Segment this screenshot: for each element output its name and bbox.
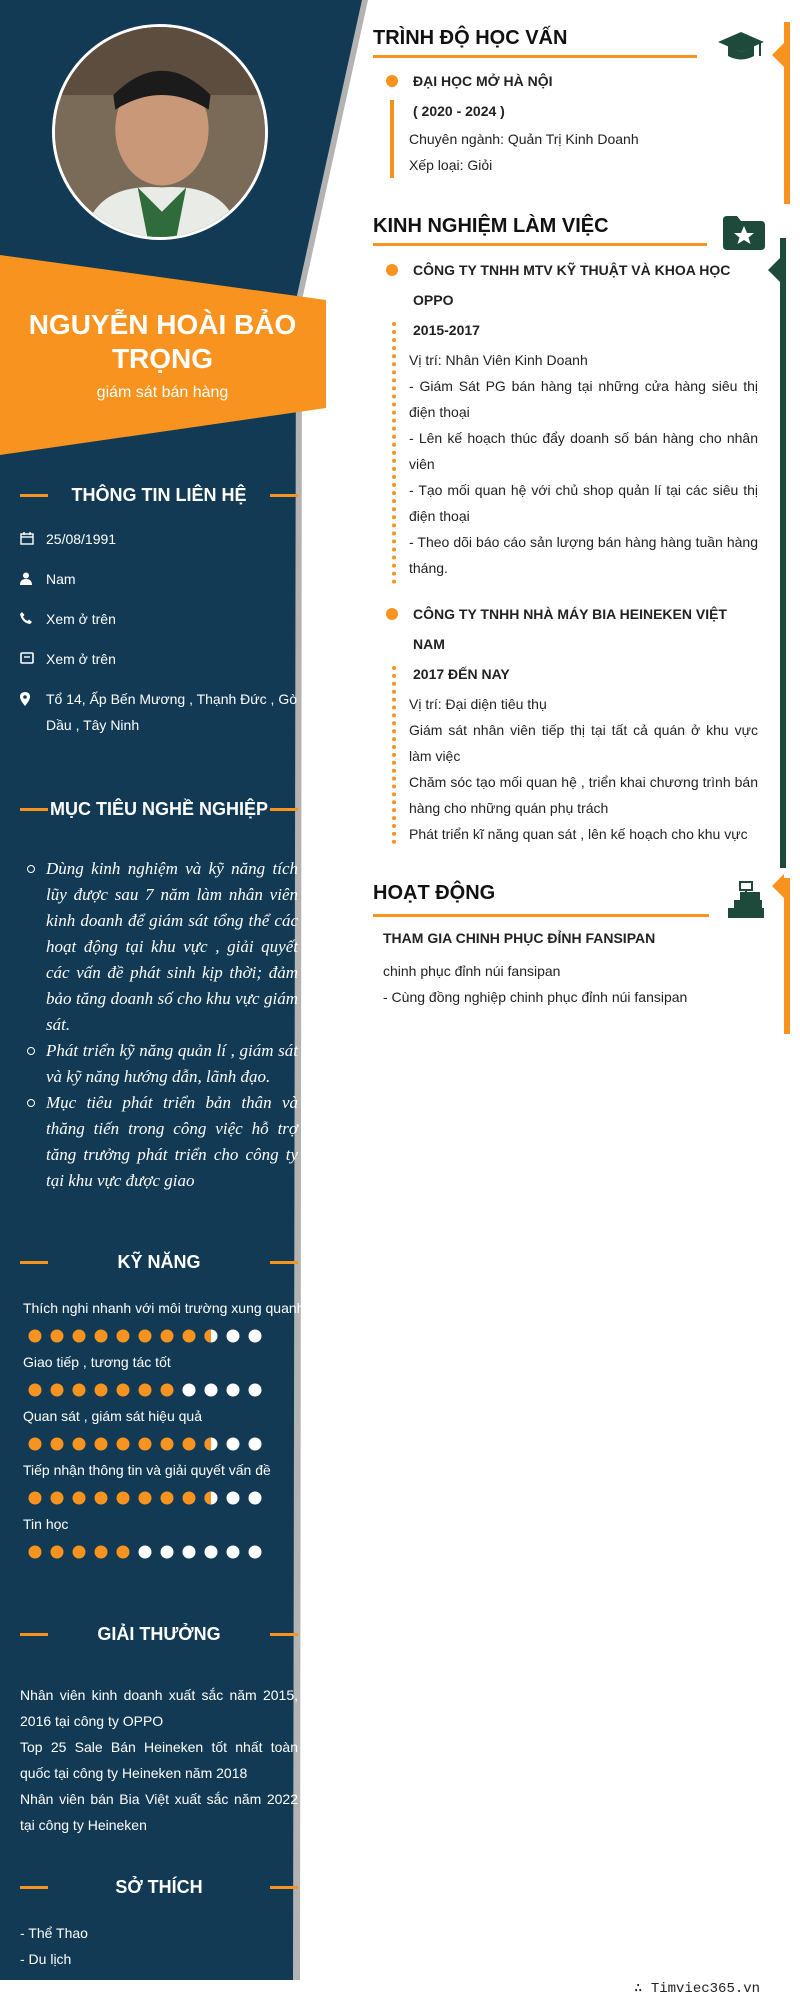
skill-rating xyxy=(28,1329,270,1343)
contact-phone: Xem ở trên xyxy=(20,606,300,632)
skill-dot xyxy=(117,1384,130,1397)
skill-dot xyxy=(227,1492,240,1505)
job-company: CÔNG TY TNHH NHÀ MÁY BIA HEINEKEN VIỆT NAM xyxy=(413,606,727,652)
skill-dot xyxy=(227,1330,240,1343)
hobby-item: - Du lịch xyxy=(20,1951,72,1967)
skill-dot xyxy=(73,1438,86,1451)
experience-side-bar xyxy=(780,238,786,868)
job-bullet xyxy=(386,608,398,620)
skill-dot xyxy=(227,1384,240,1397)
skill-rating xyxy=(28,1383,270,1397)
skill-dot xyxy=(161,1492,174,1505)
skill-dot-half xyxy=(205,1438,212,1451)
skill-dot xyxy=(73,1546,86,1559)
skill-dot xyxy=(249,1546,262,1559)
skill-label: Giao tiếp , tương tác tốt xyxy=(23,1354,171,1370)
skill-dot xyxy=(249,1384,262,1397)
awards-heading: GIẢI THƯỞNG xyxy=(20,1619,298,1649)
skill-rating xyxy=(28,1491,270,1505)
profile-role: giám sát bán hàng xyxy=(96,384,229,401)
skill-dot xyxy=(95,1438,108,1451)
skill-dot xyxy=(161,1384,174,1397)
education-heading: TRÌNH ĐỘ HỌC VẤN xyxy=(373,27,568,49)
activities-marker xyxy=(772,874,784,898)
award-item: Nhân viên kinh doanh xuất sắc năm 2015, 2016 tại công ty OPPO xyxy=(20,1687,298,1729)
skill-dot xyxy=(29,1546,42,1559)
skill-dot xyxy=(183,1438,196,1451)
profile-name: NGUYỄN HOÀI BẢO TRỌNG xyxy=(28,309,297,374)
skill-dot xyxy=(29,1384,42,1397)
skill-dot xyxy=(183,1546,196,1559)
education-marker xyxy=(772,43,784,67)
skill-dot xyxy=(249,1492,262,1505)
star-folder-icon xyxy=(723,216,765,255)
email-icon xyxy=(20,646,46,672)
skill-dot xyxy=(117,1330,130,1343)
skill-dot xyxy=(227,1546,240,1559)
skill-dot xyxy=(95,1492,108,1505)
calendar-icon xyxy=(20,526,46,552)
location-icon xyxy=(20,686,46,738)
objective-item: Phát triển kỹ năng quản lí , giám sát và kỹ năng hướng dẫn, lãnh đạo. xyxy=(24,1038,298,1090)
activities-heading: HOẠT ĐỘNG xyxy=(373,882,496,904)
experience-underline xyxy=(373,243,707,246)
job-details: Vị trí: Đại diện tiêu thụ Giám sát nhân viên tiếp thị tại tất cả quán ở khu vực làm việc Chăm sóc tạo mối quan hệ , triển khai chương trình bán hàng cho những quán phụ trách Phát triển kĩ năng quan sát , lên kế hoạch cho khu vực xyxy=(409,696,758,842)
objective-list xyxy=(24,856,298,1194)
skill-dot xyxy=(29,1330,42,1343)
contact-gender: Nam xyxy=(20,566,300,592)
skill-dot xyxy=(139,1438,152,1451)
skill-dot xyxy=(183,1492,196,1505)
experience-marker xyxy=(768,258,780,282)
objective-item: Dùng kinh nghiệm và kỹ năng tích lũy được sau 7 năm làm nhân viên kinh doanh để giám sát tổng thể các hoạt động tại khu vực , giải quyết các vấn đề phát sinh kịp thời; đảm bảo tăng doanh số cho khu vực giám sát. xyxy=(24,856,298,1038)
activity-details: chinh phục đỉnh núi fansipan - Cùng đồng nghiệp chinh phục đỉnh núi fansipan xyxy=(383,963,688,1005)
contact-birthday: 25/08/1991 xyxy=(20,526,300,552)
skill-dot xyxy=(205,1384,218,1397)
skill-dot xyxy=(161,1438,174,1451)
skill-rating xyxy=(28,1545,270,1559)
skill-dot-half xyxy=(205,1492,212,1505)
skill-dot xyxy=(95,1546,108,1559)
education-rank: Xếp loại: Giỏi xyxy=(409,157,493,173)
awards-list xyxy=(20,1682,298,1838)
skill-dot-half xyxy=(205,1330,212,1343)
skill-dot xyxy=(73,1330,86,1343)
skill-dot xyxy=(51,1492,64,1505)
education-line xyxy=(390,100,394,178)
job-bullet xyxy=(386,264,398,276)
skill-dot xyxy=(95,1384,108,1397)
skill-dot xyxy=(29,1438,42,1451)
education-major: Chuyên ngành: Quản Trị Kinh Doanh xyxy=(409,131,639,147)
skill-dot xyxy=(139,1492,152,1505)
job-period: 2015-2017 xyxy=(413,322,480,338)
job-period: 2017 ĐẾN NAY xyxy=(413,666,510,682)
job-company: CÔNG TY TNHH MTV KỸ THUẬT VÀ KHOA HỌC OPPO xyxy=(413,262,731,308)
skill-dot xyxy=(161,1546,174,1559)
activities-underline xyxy=(373,914,709,917)
skill-dot xyxy=(95,1330,108,1343)
skill-label: Tin học xyxy=(23,1516,69,1532)
education-underline xyxy=(373,55,697,58)
job-timeline xyxy=(392,666,396,844)
podium-icon xyxy=(726,880,766,925)
education-side-bar xyxy=(784,22,790,204)
skill-dot xyxy=(51,1384,64,1397)
skill-dot xyxy=(249,1330,262,1343)
user-icon xyxy=(20,566,46,592)
avatar-photo-icon xyxy=(55,27,265,237)
contact-heading: THÔNG TIN LIÊN HỆ xyxy=(20,480,298,510)
school-name: ĐẠI HỌC MỞ HÀ NỘI xyxy=(413,73,553,89)
skill-label: Thích nghi nhanh với môi trường xung quanh xyxy=(23,1300,305,1316)
skill-label: Tiếp nhận thông tin và giải quyết vấn đề xyxy=(23,1462,271,1478)
skill-dot xyxy=(29,1492,42,1505)
award-item: Top 25 Sale Bán Heineken tốt nhất toàn quốc tại công ty Heineken năm 2018 xyxy=(20,1739,298,1781)
skill-dot xyxy=(51,1546,64,1559)
skill-dot xyxy=(73,1492,86,1505)
hobby-item: - Thể Thao xyxy=(20,1925,88,1941)
skill-dot xyxy=(117,1492,130,1505)
skill-dot xyxy=(183,1384,196,1397)
phone-icon xyxy=(20,606,46,632)
sidebar xyxy=(0,0,370,1980)
skills-heading: KỸ NĂNG xyxy=(20,1247,298,1277)
contact-email: Xem ở trên xyxy=(20,646,300,672)
watermark: ∴ Timviec365.vn xyxy=(634,1981,761,1997)
school-period: ( 2020 - 2024 ) xyxy=(413,103,505,119)
skill-dot xyxy=(51,1438,64,1451)
skill-dot xyxy=(117,1546,130,1559)
activities-side-bar xyxy=(784,878,790,1034)
skill-dot xyxy=(161,1330,174,1343)
skill-dot xyxy=(73,1384,86,1397)
skill-dot xyxy=(205,1546,218,1559)
skill-dot xyxy=(183,1330,196,1343)
activity-name: THAM GIA CHINH PHỤC ĐỈNH FANSIPAN xyxy=(383,930,656,946)
skill-label: Quan sát , giám sát hiệu quả xyxy=(23,1408,202,1424)
skill-dot xyxy=(51,1330,64,1343)
objective-heading: MỤC TIÊU NGHỀ NGHIỆP xyxy=(20,794,298,824)
objective-item: Mục tiêu phát triển bản thân và thăng tiến trong công việc hỗ trợ tăng trưởng phát triển cho công ty tại khu vực được giao xyxy=(24,1090,298,1194)
hobbies-heading: SỞ THÍCH xyxy=(20,1872,298,1902)
skill-dot xyxy=(249,1438,262,1451)
graduation-cap-icon xyxy=(718,30,764,69)
job-timeline xyxy=(392,322,396,584)
job-details: Vị trí: Nhân Viên Kinh Doanh - Giám Sát PG bán hàng tại những cửa hàng siêu thị điện thoại - Lên kế hoạch thúc đẩy doanh số bán hàng cho nhân viên - Tạo mối quan hệ với chủ shop quản lí tại các siêu thị điện thoại - Theo dõi báo cáo sản lượng bán hàng hàng tuần hàng tháng. xyxy=(409,352,758,576)
hobbies-list xyxy=(20,1920,298,1972)
skill-dot xyxy=(139,1330,152,1343)
contact-address: Tổ 14, Ấp Bến Mương , Thạnh Đức , Gò Dầu , Tây Ninh xyxy=(20,686,300,738)
skill-dot xyxy=(139,1546,152,1559)
skill-rating xyxy=(28,1437,270,1451)
avatar xyxy=(52,24,268,240)
skill-dot xyxy=(139,1384,152,1397)
skill-dot xyxy=(227,1438,240,1451)
experience-heading: KINH NGHIỆM LÀM VIỆC xyxy=(373,215,609,237)
education-bullet xyxy=(386,75,398,87)
skill-dot xyxy=(117,1438,130,1451)
award-item: Nhân viên bán Bia Việt xuất sắc năm 2022 tại công ty Heineken xyxy=(20,1791,298,1833)
